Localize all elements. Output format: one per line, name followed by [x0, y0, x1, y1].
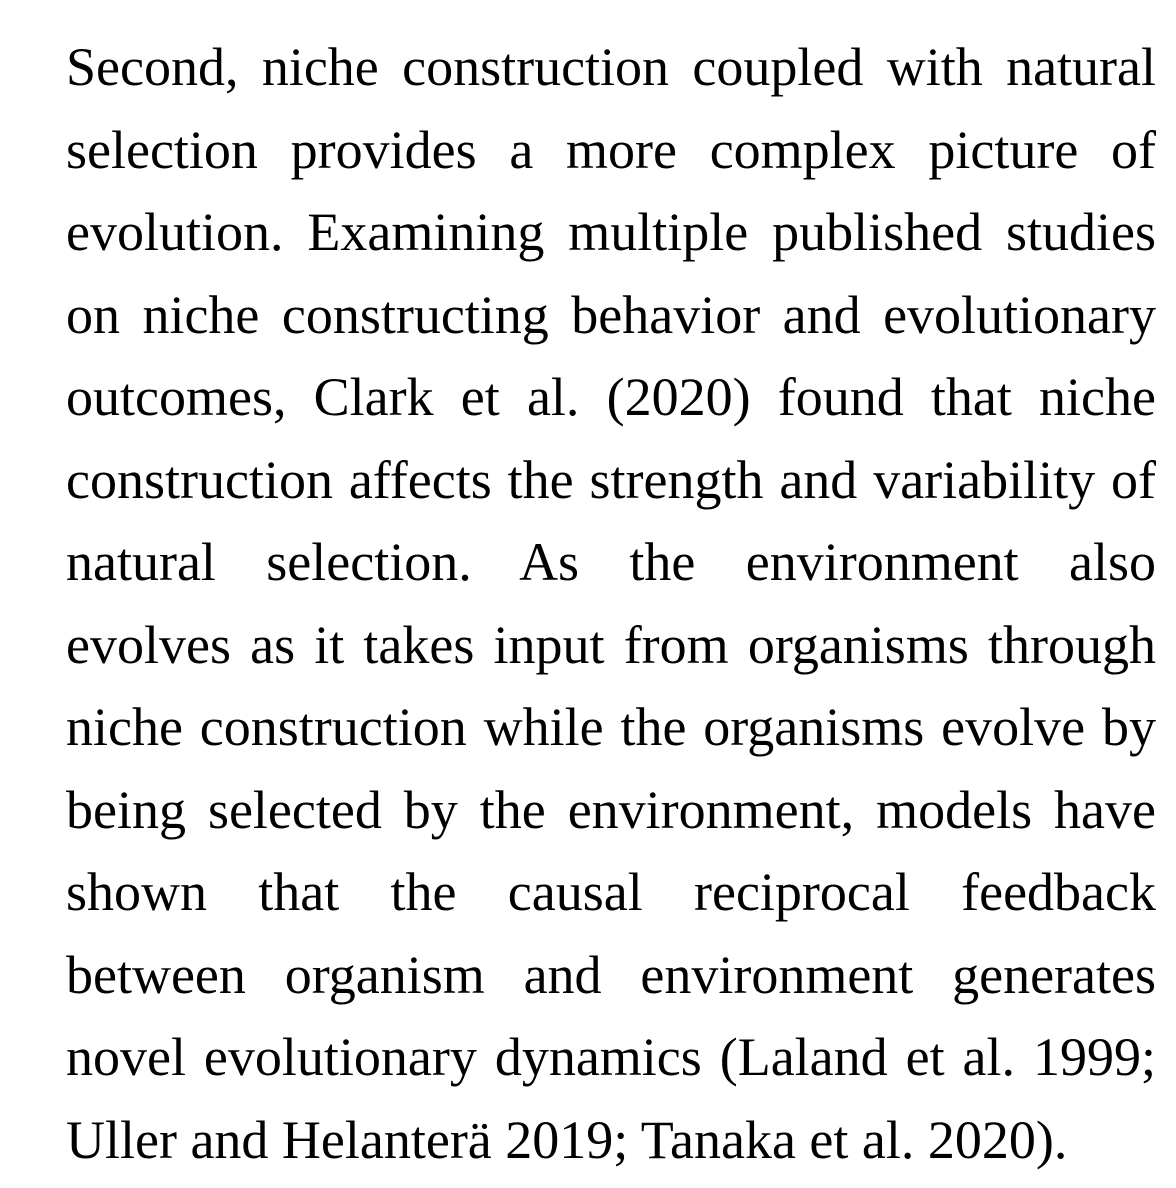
paragraph-line: selection provides a more complex picture of — [66, 119, 1156, 180]
paragraph-line: evolves as it takes input from organisms through — [66, 614, 1156, 675]
paragraph-line: evolution. Examining multiple published studies — [66, 202, 1156, 262]
paragraph-line-last: Uller and Helanterä 2019; Tanaka et al. 2020). — [66, 1109, 1068, 1170]
paragraph-line: on niche constructing behavior and evolutionary — [66, 284, 1156, 345]
paragraph-line: shown that the causal reciprocal feedback — [66, 862, 1156, 922]
paragraph — [66, 26, 1156, 1181]
paragraph-line: Second, niche construction coupled with natural — [66, 37, 1156, 97]
paragraph-line: natural selection. As the environment also — [66, 532, 1156, 592]
paragraph-line: niche construction while the organisms evolve by — [66, 697, 1156, 757]
paragraph-line: between organism and environment generates — [66, 944, 1156, 1005]
paragraph-line: novel evolutionary dynamics (Laland et al. 1999; — [66, 1027, 1156, 1087]
paragraph-line: construction affects the strength and variability of — [66, 449, 1156, 510]
paragraph-line: outcomes, Clark et al. (2020) found that niche — [66, 367, 1156, 427]
paragraph-line: being selected by the environment, models have — [66, 779, 1156, 840]
